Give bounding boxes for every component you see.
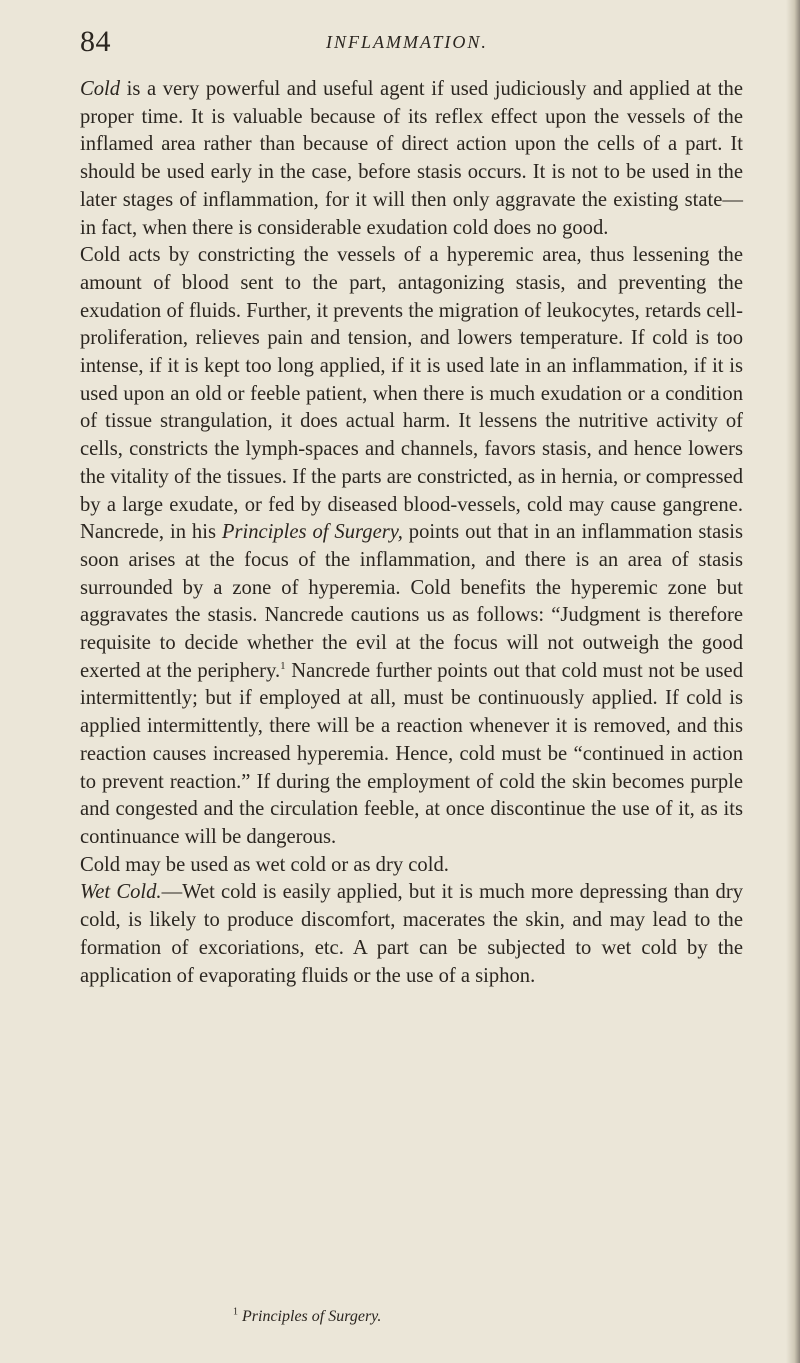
paragraph-text: Cold may be used as wet cold or as dry cold. xyxy=(80,853,449,876)
paragraph-wet-cold xyxy=(80,879,743,990)
footnote xyxy=(233,1305,633,1329)
footnote-text: Principles of Surgery. xyxy=(242,1308,382,1325)
page-header xyxy=(80,24,740,60)
paragraph-wet-or-dry xyxy=(80,852,743,880)
cold-lead-term: Cold xyxy=(80,78,121,100)
wet-cold-heading: Wet Cold. xyxy=(80,881,162,904)
paragraph-text: is a very powerful and useful agent if used judiciously and applied at the proper time. It is valuable because of its reflex effect upon the vessels of the inflamed area rather than because of direct action upon the cells of a part. It should be used early in the case, before stasis occurs. It is not to be used in the later stages of inflammation, for it will then only aggravate the existing state—in fact, when there is considerable exudation cold does no good. xyxy=(80,78,743,239)
paragraph-text: Cold acts by constricting the vessels of a hyperemic area, thus lessening the amount of blood sent to the part, antagonizing stasis, and preventing the exudation of fluids. Further, it prevents the migration of leukocytes, retards cell-proliferation, relieves pain and tension, and lowers temperature. If cold is too intense, if it is kept too long applied, if it is used late in an inflammation, if it is used upon an old or feeble patient, when there is much exudation or a condition of tissue strangulation, it does actual harm. It lessens the nutritive activity of cells, constricts the lymph-spaces and channels, favors stasis, and hence lowers the vitality of the tissues. If the parts are constricted, as in hernia, or compressed by a large exudate, or fed by diseased blood-vessels, cold may cause gangrene. Nancrede, in his xyxy=(80,244,743,544)
paragraph-cold xyxy=(80,76,743,242)
page-number: 84 xyxy=(80,25,111,58)
paragraph-text: —Wet cold is easily applied, but it is much more depressing than dry cold, is likely to produce discomfort, macerates the skin, and may lead to the formation of excoriations, etc. A part can be subjected to wet cold by the application of evaporating fluids or the use of a siphon. xyxy=(80,881,744,987)
body-text xyxy=(80,76,743,990)
page-edge xyxy=(786,0,800,1363)
paragraph-cold-acts xyxy=(80,242,743,851)
paragraph-text: points out that in an inflammation stasis soon arises at the focus of the inflammation, and there is an area of stasis surrounded by a zone of hyperemia. Cold benefits the hyperemic zone but aggravates the stasis. Nancrede cautions us as follows: “Judgment is therefore requisite to decide whether the evil at the focus will not outweigh the good exerted at the periphery. xyxy=(80,521,743,682)
paragraph-text: Nancrede further points out that cold must not be used intermittently; but if employed at all, must be continuously applied. If cold is applied intermittently, there will be a reaction whenever it is removed, and this reaction causes increased hyperemia. Hence, cold must be “continued in action to prevent reaction.” If during the employment of cold the skin becomes purple and congested and the circulation feeble, at once discontinue the use of it, as its continuance will be dangerous. xyxy=(80,659,743,848)
running-head: INFLAMMATION. xyxy=(326,32,488,52)
footnote-reference: 1 xyxy=(280,659,286,672)
footnote-mark: 1 xyxy=(233,1306,238,1318)
book-title: Principles of Surgery, xyxy=(221,521,403,544)
